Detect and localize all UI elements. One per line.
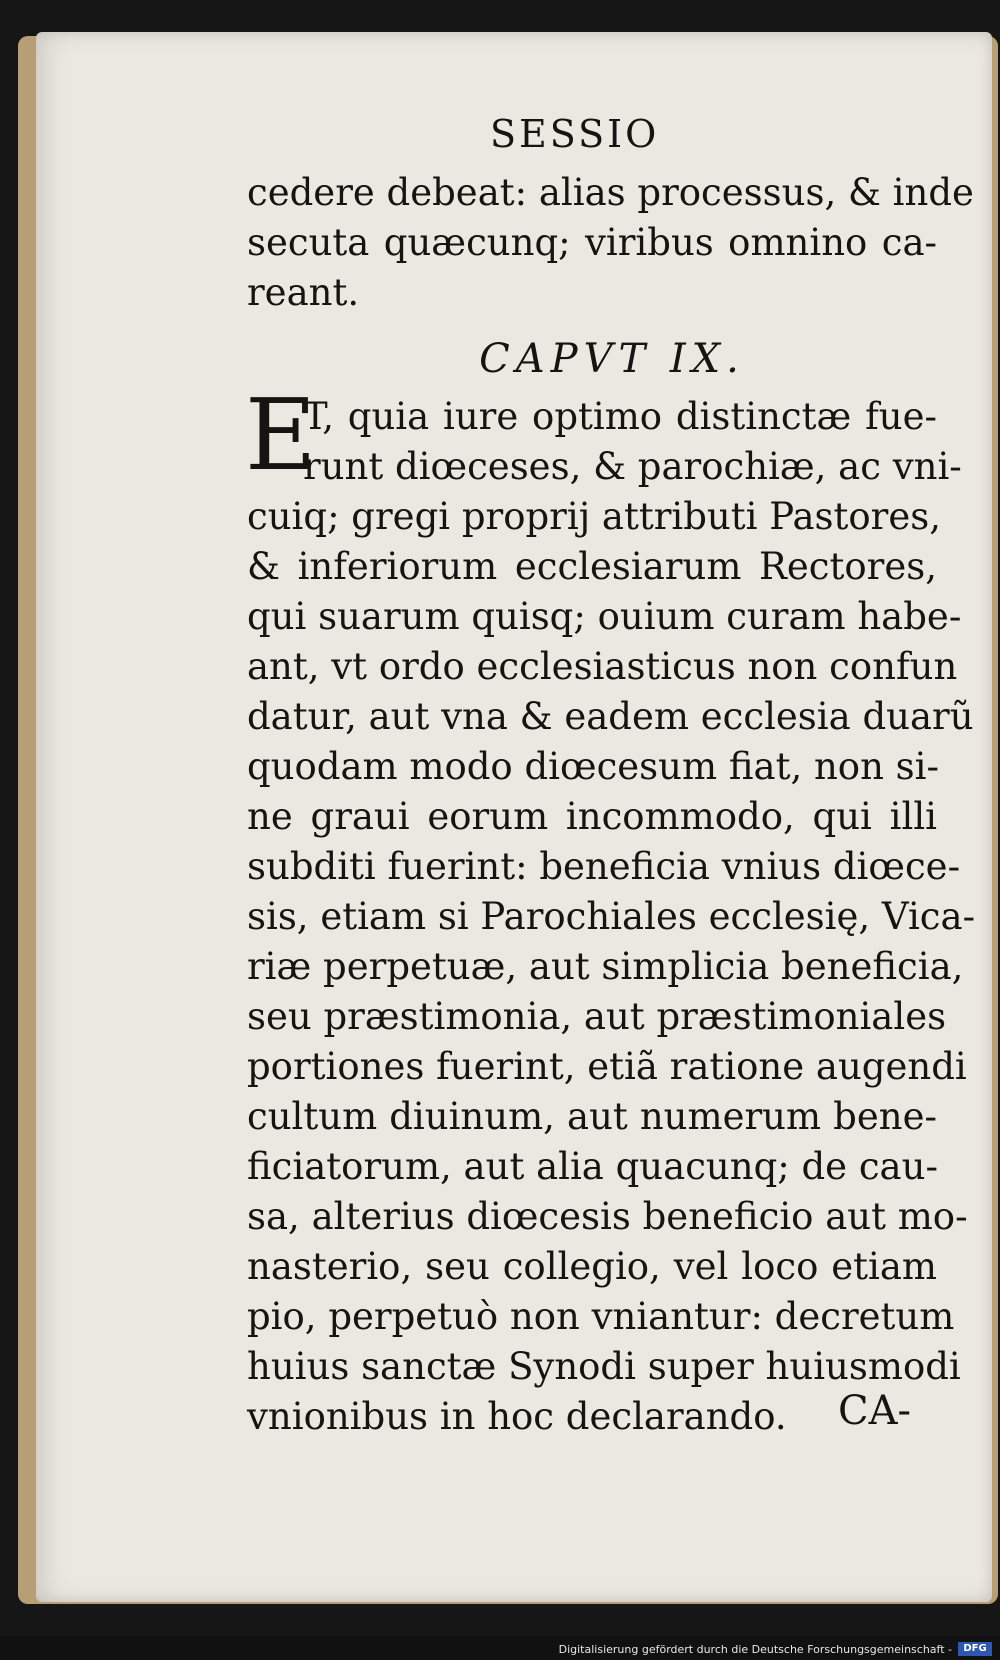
text-line: ficiatorum, aut alia quacunq; de cau- (247, 1145, 938, 1188)
chapter-paragraph (245, 379, 976, 1442)
text-line: & inferiorum ecclesiarum Rectores, (247, 545, 937, 588)
text-line: nasterio, seu collegio, vel loco etiam (247, 1245, 937, 1288)
text-line: secuta quæcunq; viribus omnino ca- (247, 221, 937, 264)
text-line: subditi fuerint: beneficia vnius diœce- (247, 845, 961, 888)
funding-credit: Digitalisierung gefördert durch die Deutsche Forschungsgemeinschaft - (558, 1643, 952, 1656)
text-line: seu præstimonia, aut præstimoniales (247, 995, 947, 1038)
text-line: portiones fuerint, etiã ratione augendi (247, 1045, 967, 1088)
text-line: cedere debeat: alias processus, & inde (247, 171, 974, 214)
text-line: ant, vt ordo ecclesiasticus non confun (247, 645, 958, 688)
text-line: cuiq; gregi proprij attributi Pastores, (247, 495, 941, 538)
text-line: sa, alterius diœcesis beneficio aut mo- (247, 1195, 968, 1238)
text-line: riæ perpetuæ, aut simplicia beneficia, (247, 945, 964, 988)
text-line: runt diœceses, & parochiæ, ac vni- (303, 445, 962, 488)
text-line: datur, aut vna & eadem ecclesia duarũ (247, 695, 974, 738)
text-line: pio, perpetuò non vniantur: decretum (247, 1295, 955, 1338)
text-block (245, 168, 976, 1442)
text-line: sis, etiam si Parochiales ecclesię, Vica- (247, 895, 976, 938)
text-line: reant. (247, 271, 360, 314)
running-head: SESSIO (490, 112, 660, 156)
text-line: qui suarum quisq; ouium curam habe- (247, 595, 962, 638)
text-line: quodam modo diœcesum fiat, non si- (247, 745, 939, 788)
text-line: huius sanctæ Synodi super huiusmodi (247, 1345, 961, 1388)
text-line: T, quia iure optimo distinctæ fue- (303, 395, 937, 438)
text-line: ne graui eorum incommodo, qui illi (247, 795, 937, 838)
catchword: CA- (838, 1388, 912, 1434)
dfg-logo: DFG (958, 1642, 992, 1656)
text-line: cultum diuinum, aut numerum bene- (247, 1095, 937, 1138)
drop-initial: E (245, 379, 317, 493)
chapter-heading: CAPVT IX. (479, 336, 745, 382)
text-line: vnionibus in hoc declarando. (247, 1395, 787, 1438)
